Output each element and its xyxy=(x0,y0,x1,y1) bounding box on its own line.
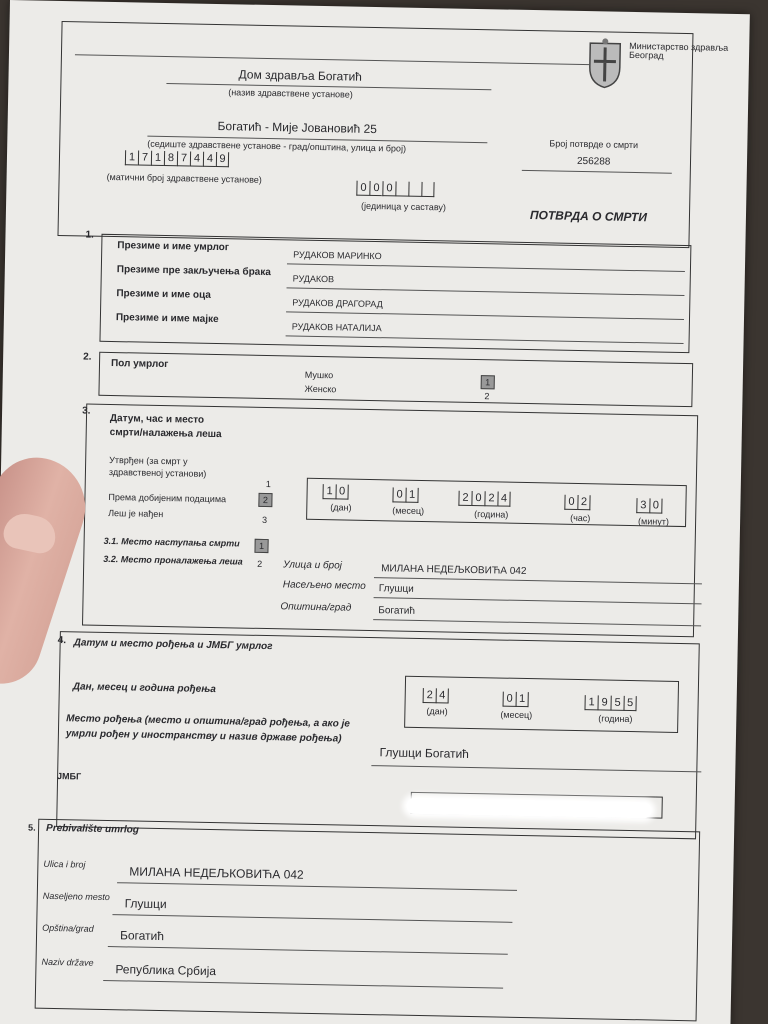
birth-month-caption: (месец) xyxy=(500,709,533,721)
sex-selected-box[interactable]: 1 xyxy=(481,375,495,389)
death-minute-caption: (минут) xyxy=(638,516,670,527)
residence-value-1: Глушци xyxy=(124,896,167,912)
digit-cell: 9 xyxy=(597,695,610,710)
section1-label-3: Презиме и име мајке xyxy=(115,312,219,326)
digit-cell: 0 xyxy=(503,692,516,707)
municipality-value: Богатић xyxy=(378,605,416,617)
residence-label-0: Ulica i broj xyxy=(43,858,86,870)
digit-cell xyxy=(408,182,421,197)
municipality-label: Општина/град xyxy=(280,601,352,614)
birth-year-digits xyxy=(584,695,636,711)
birth-month-digits xyxy=(503,692,529,707)
digit-cell: 1 xyxy=(516,692,529,707)
digit-cell: 1 xyxy=(405,488,418,503)
sex-option-female: Женско xyxy=(304,383,337,395)
address-caption: (седиште здравствене установе - град/општина, улица и број) xyxy=(147,138,407,154)
document-title: ПОТВРДА О СМРТИ xyxy=(529,208,648,225)
unit-caption: (јединица у саставу) xyxy=(361,200,447,213)
digit-cell: 8 xyxy=(164,151,177,166)
digit-cell: 4 xyxy=(203,152,216,167)
digit-cell: 0 xyxy=(564,495,577,510)
birth-day-caption: (дан) xyxy=(426,706,448,717)
section5-number: 5. xyxy=(28,822,36,833)
residence-label-2: Opština/grad xyxy=(42,922,94,934)
dob-label: Дан, месец и година рођења xyxy=(72,681,216,696)
digit-cell: 4 xyxy=(497,491,510,506)
digit-cell: 1 xyxy=(322,484,335,499)
place-found-code: 2 xyxy=(257,558,263,569)
digit-cell xyxy=(395,181,408,196)
sex-label: Пол умрлог xyxy=(110,358,169,371)
death-year-digits xyxy=(458,491,510,507)
street-label: Улица и број xyxy=(283,559,343,572)
digit-cell: 4 xyxy=(190,151,203,166)
method-received-data: Према добијеним подацима xyxy=(108,491,227,505)
jmbg-label: ЈМБГ xyxy=(57,771,82,782)
birth-day-digits xyxy=(423,688,449,703)
residence-value-3: Република Србија xyxy=(115,962,217,979)
death-hour-digits xyxy=(564,495,590,510)
residence-label-1: Naseljeno mesto xyxy=(42,890,110,903)
death-minute-digits xyxy=(636,498,662,513)
method-code-3: 3 xyxy=(261,514,268,526)
digit-cell: 0 xyxy=(335,484,348,499)
digit-cell: 0 xyxy=(356,181,369,196)
place-found-label: 3.2. Место проналажења леша xyxy=(103,553,243,567)
ministry-label: Министарство здравља Београд xyxy=(628,40,729,61)
place-of-death-box[interactable]: 1 xyxy=(254,539,268,553)
digit-cell: 1 xyxy=(584,695,597,710)
method-established: Утврђен (за смрт у здравственој установи) xyxy=(108,454,207,479)
digit-cell: 7 xyxy=(138,150,151,165)
residence-label: Prebivalište umrlog xyxy=(45,822,140,836)
digit-cell: 7 xyxy=(177,151,190,166)
death-year-caption: (година) xyxy=(474,509,509,520)
digit-cell: 0 xyxy=(369,181,382,196)
dob-box xyxy=(404,676,679,733)
section1-value-0: РУДАКОВ МАРИНКО xyxy=(293,249,382,262)
digit-cell: 1 xyxy=(125,150,138,165)
institution-address: Богатић - Мије Јовановић 25 xyxy=(217,119,378,137)
death-day-caption: (дан) xyxy=(330,502,352,513)
section4-number: 4. xyxy=(57,635,67,647)
digit-cell: 0 xyxy=(392,487,405,502)
sex-code-female: 2 xyxy=(484,391,490,402)
death-month-caption: (месец) xyxy=(392,505,425,517)
street-value: МИЛАНА НЕДЕЉКОВИЋА 042 xyxy=(381,563,527,578)
digit-cell: 2 xyxy=(423,688,436,703)
digit-cell: 5 xyxy=(610,696,623,711)
method-selected-box[interactable]: 2 xyxy=(258,493,272,507)
method-code-1: 1 xyxy=(265,478,271,490)
section1-label-2: Презиме и име оца xyxy=(116,288,211,301)
digit-cell: 3 xyxy=(636,498,649,513)
residence-label-3: Naziv države xyxy=(41,956,94,968)
registry-number-digits xyxy=(125,150,229,167)
certificate-number-label: Број потврде о смрти xyxy=(549,138,639,151)
unit-number-digits xyxy=(356,181,434,197)
digit-cell: 4 xyxy=(436,688,449,703)
place-of-death-label: 3.1. Место наступања смрти xyxy=(103,535,240,549)
residence-value-0: МИЛАНА НЕДЕЉКОВИЋА 042 xyxy=(129,864,304,882)
digit-cell: 9 xyxy=(216,152,229,167)
section1-label-1: Презиме пре закључења брака xyxy=(116,264,271,279)
certificate-number: 256288 xyxy=(576,155,611,168)
settlement-label: Насељено место xyxy=(282,579,366,592)
death-datetime-label: Датум, час и место смрти/налажења леша xyxy=(109,412,222,441)
birthplace-value: Глушци Богатић xyxy=(379,745,470,761)
section1-value-2: РУДАКОВ ДРАГОРАД xyxy=(292,297,383,310)
institution-name: Дом здравља Богатић xyxy=(238,67,363,84)
sex-option-male: Мушко xyxy=(304,369,334,381)
registry-caption: (матични број здравствене установе) xyxy=(106,171,262,185)
birth-year-caption: (година) xyxy=(598,713,633,725)
settlement-value: Глушци xyxy=(378,583,414,595)
digit-cell: 0 xyxy=(382,181,395,196)
death-day-digits xyxy=(322,484,348,499)
section1-number: 1. xyxy=(85,229,94,241)
digit-cell: 2 xyxy=(458,491,471,506)
residence-value-2: Богатић xyxy=(119,928,165,944)
death-hour-caption: (час) xyxy=(570,512,591,524)
digit-cell: 1 xyxy=(151,151,164,166)
death-month-digits xyxy=(392,487,418,502)
section1-value-1: РУДАКОВ xyxy=(292,273,335,285)
digit-cell: 0 xyxy=(649,498,662,513)
section2-frame xyxy=(98,352,693,407)
institution-caption: (назив здравствене установе) xyxy=(228,87,353,100)
birth-section-label: Датум и место рођења и ЈМБГ умрлог xyxy=(73,637,273,653)
method-body-found: Леш је нађен xyxy=(108,507,164,520)
section1-value-3: РУДАКОВ НАТАЛИЈА xyxy=(291,321,382,334)
digit-cell: 2 xyxy=(484,491,497,506)
digit-cell: 0 xyxy=(471,491,484,506)
section1-label-0: Презиме и име умрлог xyxy=(117,240,230,254)
digit-cell: 2 xyxy=(577,495,590,510)
birthplace-label: Место рођења (место и општина/град рођења, а ако је умрли рођен у иностранству и назив државе рођења) xyxy=(65,713,351,745)
digit-cell: 5 xyxy=(623,696,636,711)
section3-number: 3. xyxy=(82,405,91,417)
digit-cell xyxy=(421,182,434,197)
section2-number: 2. xyxy=(83,351,92,363)
